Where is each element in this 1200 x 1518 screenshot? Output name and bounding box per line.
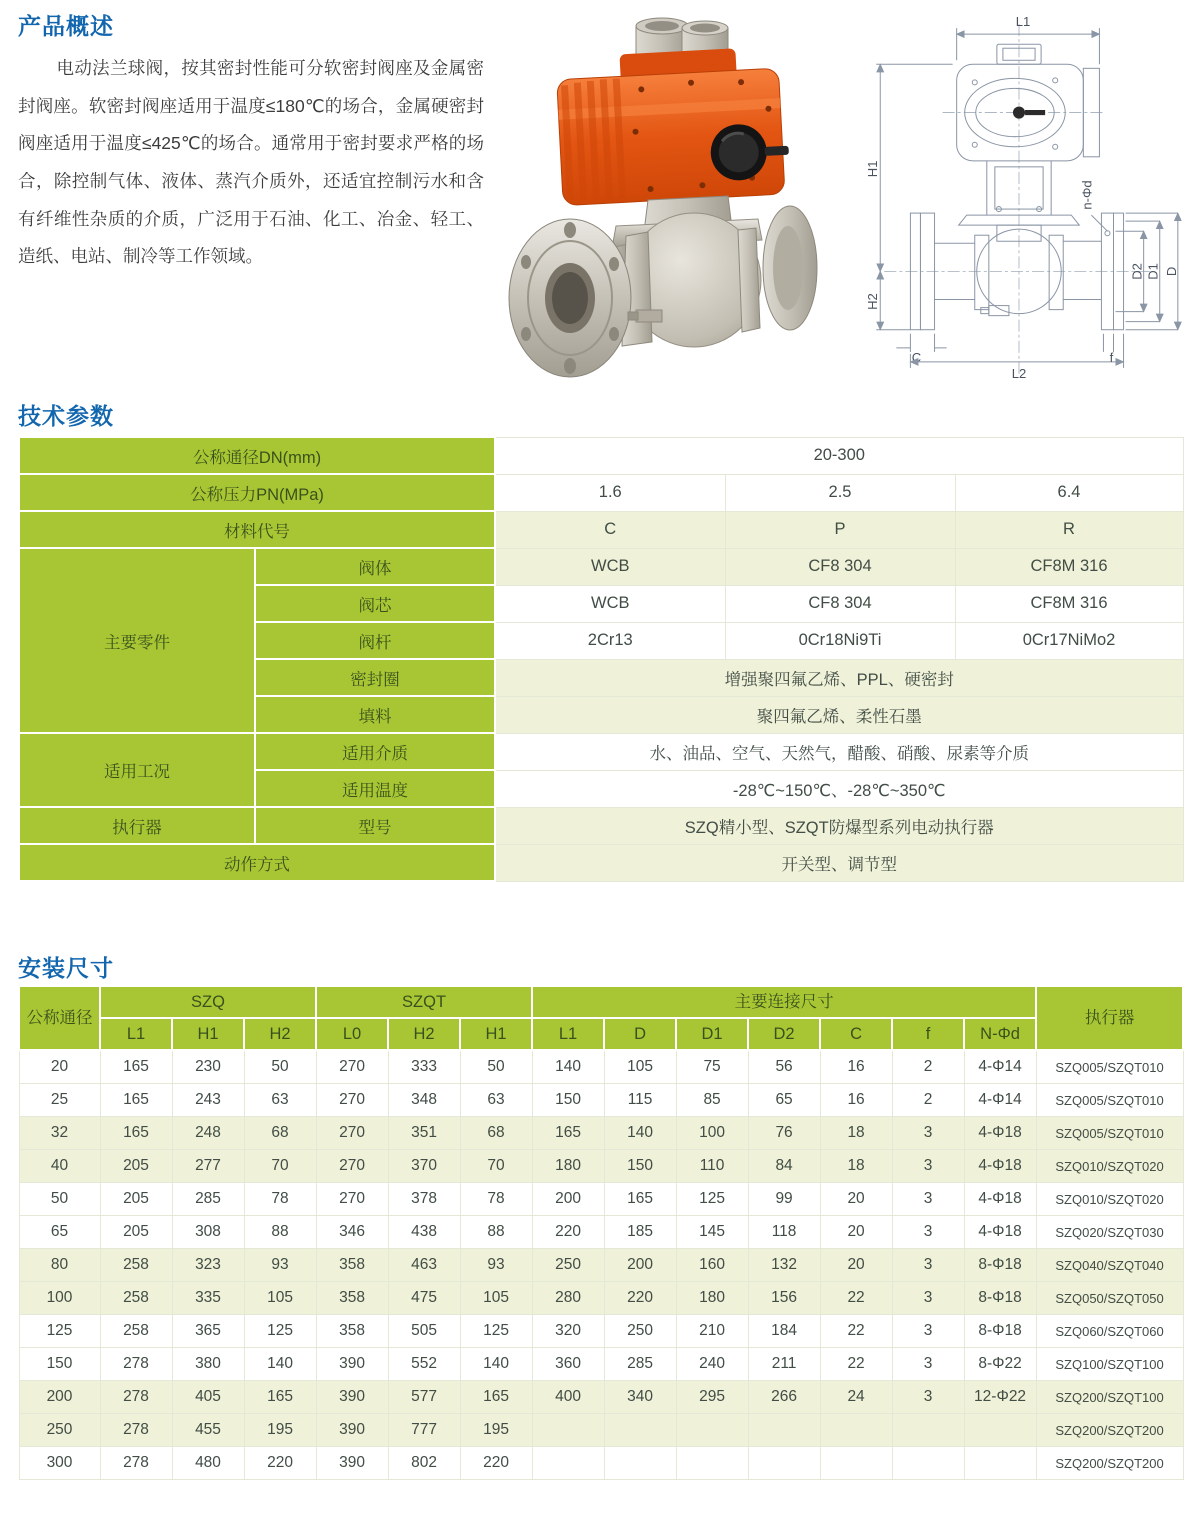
dim-cell: 351: [388, 1117, 460, 1150]
overview-paragraph: 电动法兰球阀，按其密封性能可分软密封阀座及金属密封阀座。软密封阀座适用于温度≤180℃的场合，金属硬密封阀座适用于温度≤425℃的场合。通常用于密封要求严格的场合，除控制气体、液体、蒸汽介质外，还适宜控制污水和含有纤维性杂质的介质，广泛用于石油、化工、冶金、轻工、造纸、电站、制冷等工作领域。: [18, 58, 484, 267]
dim-cell: 577: [388, 1381, 460, 1414]
dimension-drawing: [846, 8, 1196, 384]
dim-cell: 88: [244, 1216, 316, 1249]
dim-cell: 270: [316, 1117, 388, 1150]
dim-cell: 348: [388, 1084, 460, 1117]
dim-cell: 16: [820, 1084, 892, 1117]
dn-cell: 80: [19, 1249, 100, 1282]
dim-cell: 3: [892, 1381, 964, 1414]
dim-cell: 405: [172, 1381, 244, 1414]
dim-cell: [676, 1447, 748, 1480]
table-row: [19, 437, 1183, 474]
dim-cell: 378: [388, 1183, 460, 1216]
table-row: [19, 1381, 1183, 1414]
param-value: CF8 304: [725, 585, 955, 622]
dim-cell: 3: [892, 1117, 964, 1150]
dim-cell: 50: [460, 1050, 532, 1084]
dn-cell: 100: [19, 1282, 100, 1315]
dim-cell: 380: [172, 1348, 244, 1381]
dim-cell: 258: [100, 1282, 172, 1315]
valve-flange: [509, 219, 631, 377]
dim-cell: 220: [604, 1282, 676, 1315]
param-value: CF8M 316: [955, 548, 1183, 585]
dim-cell: 76: [748, 1117, 820, 1150]
dim-cell: 75: [676, 1050, 748, 1084]
tech-parameters-table: [18, 436, 1184, 882]
dim-cell: 8-Φ22: [964, 1348, 1036, 1381]
table-row: [19, 844, 1183, 881]
dim-cell: 200: [532, 1183, 604, 1216]
param-group: 适用工况: [19, 733, 255, 807]
dim-cell: 18: [820, 1117, 892, 1150]
dim-cell: 278: [100, 1447, 172, 1480]
dim-cell: 277: [172, 1150, 244, 1183]
dim-cell: 552: [388, 1348, 460, 1381]
dim-cell: 243: [172, 1084, 244, 1117]
dim-cell: 180: [676, 1282, 748, 1315]
dim-cell: [676, 1414, 748, 1447]
dim-cell: 400: [532, 1381, 604, 1414]
dim-cell: 4-Φ18: [964, 1150, 1036, 1183]
dim-label-D: D: [1163, 266, 1179, 277]
dim-cell: 211: [748, 1348, 820, 1381]
dim-cell: 3: [892, 1183, 964, 1216]
dim-cell: 185: [604, 1216, 676, 1249]
dim-cell: 140: [244, 1348, 316, 1381]
dim-cell: [604, 1447, 676, 1480]
col-header: H2: [388, 1018, 460, 1050]
dim-cell: 125: [676, 1183, 748, 1216]
dim-cell: 105: [244, 1282, 316, 1315]
dim-cell: 480: [172, 1447, 244, 1480]
actuator-cell: SZQ020/SZQT030: [1036, 1216, 1183, 1249]
table-row: [19, 1414, 1183, 1447]
col-header: H1: [460, 1018, 532, 1050]
dim-cell: 22: [820, 1348, 892, 1381]
col-header-dn: 公称通径: [19, 986, 100, 1050]
dim-cell: 78: [244, 1183, 316, 1216]
table-row: [19, 807, 1183, 844]
param-value: 2.5: [725, 474, 955, 511]
dim-cell: 8-Φ18: [964, 1282, 1036, 1315]
param-value: 6.4: [955, 474, 1183, 511]
table-row: [19, 1216, 1183, 1249]
dim-cell: 455: [172, 1414, 244, 1447]
dim-cell: 165: [100, 1050, 172, 1084]
dim-cell: 340: [604, 1381, 676, 1414]
dim-cell: 150: [604, 1150, 676, 1183]
dn-cell: 25: [19, 1084, 100, 1117]
dim-cell: 220: [244, 1447, 316, 1480]
dim-cell: [532, 1414, 604, 1447]
param-label: 阀体: [255, 548, 495, 585]
dim-cell: 63: [460, 1084, 532, 1117]
dim-cell: 278: [100, 1414, 172, 1447]
dim-cell: [532, 1447, 604, 1480]
col-header: H2: [244, 1018, 316, 1050]
dim-cell: 220: [460, 1447, 532, 1480]
header-sub-row: [19, 1018, 1183, 1050]
dim-cell: 100: [676, 1117, 748, 1150]
param-value: R: [955, 511, 1183, 548]
dim-cell: [892, 1447, 964, 1480]
dim-cell: 165: [100, 1117, 172, 1150]
actuator-cell: SZQ005/SZQT010: [1036, 1050, 1183, 1084]
dim-cell: 50: [244, 1050, 316, 1084]
dim-cell: 140: [532, 1050, 604, 1084]
actuator-cell: SZQ200/SZQT100: [1036, 1381, 1183, 1414]
install-title: 安装尺寸: [18, 955, 114, 981]
dim-cell: [892, 1414, 964, 1447]
drawing-actuator: [957, 44, 1100, 161]
dn-cell: 250: [19, 1414, 100, 1447]
dn-cell: 150: [19, 1348, 100, 1381]
param-label: 适用介质: [255, 733, 495, 770]
dim-cell: 258: [100, 1315, 172, 1348]
dn-cell: 300: [19, 1447, 100, 1480]
dim-label-D2: D2: [1129, 263, 1145, 280]
dim-cell: 475: [388, 1282, 460, 1315]
dim-cell: 463: [388, 1249, 460, 1282]
param-value: 聚四氟乙烯、柔性石墨: [495, 696, 1183, 733]
dim-cell: 99: [748, 1183, 820, 1216]
dim-cell: 390: [316, 1414, 388, 1447]
table-row: [19, 1447, 1183, 1480]
actuator-cell: SZQ010/SZQT020: [1036, 1183, 1183, 1216]
dim-cell: 165: [460, 1381, 532, 1414]
param-value: CF8 304: [725, 548, 955, 585]
dim-cell: 4-Φ14: [964, 1050, 1036, 1084]
dim-cell: 195: [460, 1414, 532, 1447]
dim-cell: 22: [820, 1282, 892, 1315]
dim-cell: 20: [820, 1183, 892, 1216]
dim-cell: 20: [820, 1216, 892, 1249]
dim-cell: 70: [244, 1150, 316, 1183]
col-group-szqt: SZQT: [316, 986, 532, 1018]
product-photo-svg: [498, 10, 840, 388]
param-value: 水、油品、空气、天然气，醋酸、硝酸、尿素等介质: [495, 733, 1183, 770]
col-header: D1: [676, 1018, 748, 1050]
dim-cell: 358: [316, 1315, 388, 1348]
drain-bolt: [628, 310, 662, 322]
dim-cell: 802: [388, 1447, 460, 1480]
dim-cell: [748, 1447, 820, 1480]
dim-cell: 85: [676, 1084, 748, 1117]
param-value: WCB: [495, 585, 725, 622]
dim-cell: 160: [676, 1249, 748, 1282]
dim-cell: 140: [460, 1348, 532, 1381]
dim-cell: 165: [532, 1117, 604, 1150]
col-group-szq: SZQ: [100, 986, 316, 1018]
dn-cell: 65: [19, 1216, 100, 1249]
dim-label-f: f: [1109, 349, 1114, 365]
dn-cell: 200: [19, 1381, 100, 1414]
col-header: L1: [532, 1018, 604, 1050]
dim-cell: 205: [100, 1183, 172, 1216]
header-group-row: [19, 986, 1183, 1018]
dim-cell: [604, 1414, 676, 1447]
dim-cell: 358: [316, 1282, 388, 1315]
param-value: -28℃~150℃、-28℃~350℃: [495, 770, 1183, 807]
table-row: [19, 733, 1183, 770]
table-row: [19, 1315, 1183, 1348]
dim-cell: 105: [460, 1282, 532, 1315]
dim-cell: 2: [892, 1050, 964, 1084]
dim-cell: [820, 1414, 892, 1447]
dim-cell: 285: [172, 1183, 244, 1216]
dim-cell: 210: [676, 1315, 748, 1348]
dim-cell: 88: [460, 1216, 532, 1249]
dn-cell: 32: [19, 1117, 100, 1150]
dim-label-D1: D1: [1145, 263, 1161, 280]
dim-label-n-phi-d: n-Φd: [1079, 180, 1095, 210]
param-value: 0Cr18Ni9Ti: [725, 622, 955, 659]
dim-cell: 270: [316, 1150, 388, 1183]
overview-title: 产品概述: [18, 13, 114, 39]
param-label: 适用温度: [255, 770, 495, 807]
dim-cell: 333: [388, 1050, 460, 1084]
dim-cell: 195: [244, 1414, 316, 1447]
table-row: [19, 1117, 1183, 1150]
param-value: 0Cr17NiMo2: [955, 622, 1183, 659]
dim-cell: 270: [316, 1050, 388, 1084]
dim-cell: 118: [748, 1216, 820, 1249]
dim-cell: 12-Φ22: [964, 1381, 1036, 1414]
param-value: CF8M 316: [955, 585, 1183, 622]
param-value: P: [725, 511, 955, 548]
table-row: [19, 511, 1183, 548]
dim-cell: 280: [532, 1282, 604, 1315]
param-label: 阀芯: [255, 585, 495, 622]
param-value: 1.6: [495, 474, 725, 511]
dn-cell: 125: [19, 1315, 100, 1348]
table-row: [19, 1282, 1183, 1315]
dim-cell: 180: [532, 1150, 604, 1183]
dim-cell: 4-Φ18: [964, 1117, 1036, 1150]
dn-cell: 50: [19, 1183, 100, 1216]
dim-cell: [964, 1414, 1036, 1447]
dim-cell: 438: [388, 1216, 460, 1249]
dn-cell: 20: [19, 1050, 100, 1084]
dim-cell: 3: [892, 1150, 964, 1183]
actuator-cell: SZQ200/SZQT200: [1036, 1414, 1183, 1447]
dim-cell: 145: [676, 1216, 748, 1249]
dim-cell: 105: [604, 1050, 676, 1084]
dim-cell: 93: [244, 1249, 316, 1282]
dim-cell: 125: [460, 1315, 532, 1348]
dim-cell: 115: [604, 1084, 676, 1117]
dim-cell: 390: [316, 1348, 388, 1381]
dim-cell: 18: [820, 1150, 892, 1183]
dim-cell: 270: [316, 1183, 388, 1216]
col-header: f: [892, 1018, 964, 1050]
table-row: [19, 1084, 1183, 1117]
dim-cell: 4-Φ18: [964, 1216, 1036, 1249]
actuator-cell: SZQ005/SZQT010: [1036, 1117, 1183, 1150]
actuator-cell: SZQ060/SZQT060: [1036, 1315, 1183, 1348]
dim-cell: 360: [532, 1348, 604, 1381]
dim-cell: 8-Φ18: [964, 1315, 1036, 1348]
dim-cell: 358: [316, 1249, 388, 1282]
param-label: 填料: [255, 696, 495, 733]
actuator-cell: SZQ100/SZQT100: [1036, 1348, 1183, 1381]
dim-cell: 3: [892, 1282, 964, 1315]
dim-cell: 230: [172, 1050, 244, 1084]
dim-cell: 346: [316, 1216, 388, 1249]
table-row: [19, 1183, 1183, 1216]
dim-cell: 266: [748, 1381, 820, 1414]
dim-cell: 323: [172, 1249, 244, 1282]
param-value: 20-300: [495, 437, 1183, 474]
dim-cell: 240: [676, 1348, 748, 1381]
dim-cell: 220: [532, 1216, 604, 1249]
col-group-connection: 主要连接尺寸: [532, 986, 1036, 1018]
table-row: [19, 548, 1183, 585]
dim-cell: 68: [460, 1117, 532, 1150]
dim-cell: 156: [748, 1282, 820, 1315]
dim-cell: 150: [532, 1084, 604, 1117]
dim-cell: 22: [820, 1315, 892, 1348]
param-group: 执行器: [19, 807, 255, 844]
install-dimensions-table: [18, 985, 1184, 1480]
dim-cell: 365: [172, 1315, 244, 1348]
actuator-cell: SZQ040/SZQT040: [1036, 1249, 1183, 1282]
table-row: [19, 1150, 1183, 1183]
dim-cell: 370: [388, 1150, 460, 1183]
dim-cell: 308: [172, 1216, 244, 1249]
dim-cell: 3: [892, 1216, 964, 1249]
dim-cell: 132: [748, 1249, 820, 1282]
dim-cell: 250: [604, 1315, 676, 1348]
dim-label-H1: H1: [865, 160, 881, 178]
actuator-cell: SZQ005/SZQT010: [1036, 1084, 1183, 1117]
dim-cell: 295: [676, 1381, 748, 1414]
dim-label-H2: H2: [865, 293, 881, 310]
dim-cell: 205: [100, 1216, 172, 1249]
dim-cell: 278: [100, 1381, 172, 1414]
dim-cell: 63: [244, 1084, 316, 1117]
table-row: [19, 474, 1183, 511]
drawing-dimensions: [865, 14, 1179, 381]
col-header: N-Φd: [964, 1018, 1036, 1050]
table-row: [19, 1348, 1183, 1381]
col-header: D: [604, 1018, 676, 1050]
dimension-drawing-svg: [846, 8, 1196, 382]
dim-cell: 68: [244, 1117, 316, 1150]
param-value: SZQ精小型、SZQT防爆型系列电动执行器: [495, 807, 1183, 844]
valve-body: [509, 196, 817, 377]
dim-cell: [820, 1447, 892, 1480]
param-value: WCB: [495, 548, 725, 585]
actuator-cell: SZQ010/SZQT020: [1036, 1150, 1183, 1183]
param-label: 动作方式: [19, 844, 495, 881]
install-table-body: [19, 1050, 1183, 1480]
dim-cell: 93: [460, 1249, 532, 1282]
col-header: L0: [316, 1018, 388, 1050]
dim-cell: 65: [748, 1084, 820, 1117]
dim-cell: 140: [604, 1117, 676, 1150]
param-label: 型号: [255, 807, 495, 844]
param-label: 公称压力PN(MPa): [19, 474, 495, 511]
actuator-body: [556, 46, 791, 206]
dim-cell: 270: [316, 1084, 388, 1117]
dim-cell: [748, 1414, 820, 1447]
dim-cell: 70: [460, 1150, 532, 1183]
dim-cell: 205: [100, 1150, 172, 1183]
dn-cell: 40: [19, 1150, 100, 1183]
param-group: 主要零件: [19, 548, 255, 733]
dim-cell: 184: [748, 1315, 820, 1348]
param-value: C: [495, 511, 725, 548]
actuator-cell: SZQ200/SZQT200: [1036, 1447, 1183, 1480]
dim-cell: 4-Φ14: [964, 1084, 1036, 1117]
dim-cell: 110: [676, 1150, 748, 1183]
dim-cell: 3: [892, 1348, 964, 1381]
dim-cell: 78: [460, 1183, 532, 1216]
col-header: D2: [748, 1018, 820, 1050]
param-label: 密封圈: [255, 659, 495, 696]
dim-cell: 250: [532, 1249, 604, 1282]
dim-cell: 777: [388, 1414, 460, 1447]
actuator-cell: SZQ050/SZQT050: [1036, 1282, 1183, 1315]
col-header: C: [820, 1018, 892, 1050]
dim-cell: 200: [604, 1249, 676, 1282]
table-row: [19, 1050, 1183, 1084]
dim-cell: 390: [316, 1447, 388, 1480]
dim-cell: 3: [892, 1315, 964, 1348]
dim-cell: 24: [820, 1381, 892, 1414]
param-value: 开关型、调节型: [495, 844, 1183, 881]
dim-cell: 8-Φ18: [964, 1249, 1036, 1282]
tech-title: 技术参数: [18, 403, 114, 429]
dim-cell: 16: [820, 1050, 892, 1084]
dim-cell: 84: [748, 1150, 820, 1183]
param-label: 材料代号: [19, 511, 495, 548]
dim-cell: 320: [532, 1315, 604, 1348]
col-header-actuator: 执行器: [1036, 986, 1183, 1050]
dim-cell: 165: [604, 1183, 676, 1216]
dim-cell: [964, 1447, 1036, 1480]
param-label: 阀杆: [255, 622, 495, 659]
table-row: [19, 1249, 1183, 1282]
col-header: L1: [100, 1018, 172, 1050]
dim-cell: 278: [100, 1348, 172, 1381]
dim-cell: 4-Φ18: [964, 1183, 1036, 1216]
dim-cell: 20: [820, 1249, 892, 1282]
dim-cell: 165: [100, 1084, 172, 1117]
dim-cell: 390: [316, 1381, 388, 1414]
dim-label-L2: L2: [1011, 365, 1027, 381]
param-value: 增强聚四氟乙烯、PPL、硬密封: [495, 659, 1183, 696]
col-header: H1: [172, 1018, 244, 1050]
param-label: 公称通径DN(mm): [19, 437, 495, 474]
dim-label-L1: L1: [1015, 14, 1031, 30]
product-photo: [498, 10, 840, 390]
dim-cell: 56: [748, 1050, 820, 1084]
dim-label-C: C: [911, 349, 922, 365]
dim-cell: 2: [892, 1084, 964, 1117]
param-value: 2Cr13: [495, 622, 725, 659]
dim-cell: 125: [244, 1315, 316, 1348]
dim-cell: 285: [604, 1348, 676, 1381]
dim-cell: 505: [388, 1315, 460, 1348]
dim-cell: 165: [244, 1381, 316, 1414]
dim-cell: 258: [100, 1249, 172, 1282]
dim-cell: 335: [172, 1282, 244, 1315]
dim-cell: 248: [172, 1117, 244, 1150]
dim-cell: 3: [892, 1249, 964, 1282]
